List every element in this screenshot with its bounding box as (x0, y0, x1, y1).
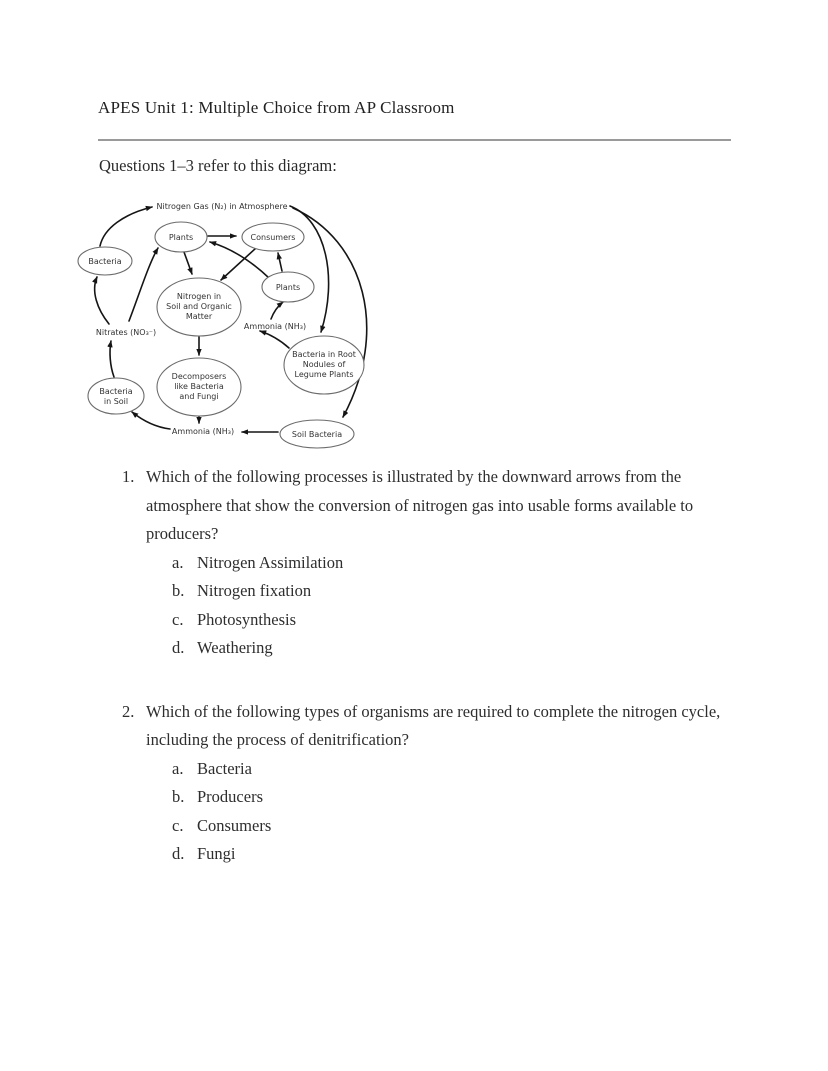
arrow-ammonia-bottom-to-bacteria-soil (132, 412, 170, 429)
option-text: Nitrogen Assimilation (197, 552, 344, 572)
question-1-option-c (172, 606, 738, 635)
label-soil-bacteria: Soil Bacteria (291, 430, 343, 439)
arrow-bacteria-soil-to-nitrates (110, 341, 114, 377)
question-2-option-d (172, 840, 738, 869)
arrow-nitrates-to-plants (129, 248, 158, 321)
label-bacteria: Bacteria (88, 257, 122, 266)
option-letter: a. (172, 552, 184, 572)
question-1-number: 1. (122, 467, 135, 486)
option-text: Weathering (197, 638, 273, 657)
label-nitrogen-gas: Nitrogen Gas (N₂) in Atmosphere (156, 202, 288, 211)
question-2-body (146, 698, 738, 869)
label-bacteria-soil-2: in Soil (103, 397, 129, 406)
horizontal-divider (98, 139, 731, 141)
label-root-nodules-3: Legume Plants (294, 370, 354, 379)
question-1-options (172, 549, 738, 663)
label-nitrates: Nitrates (NO₃⁻) (95, 328, 157, 337)
label-decomposers-3: and Fungi (179, 392, 219, 401)
label-bacteria-soil-1: Bacteria (99, 387, 133, 396)
label-root-nodules-2: Nodules of (302, 360, 346, 369)
nitrogen-cycle-diagram (70, 190, 395, 455)
label-nitrogen-soil-3: Matter (185, 312, 213, 321)
label-nitrogen-soil-1: Nitrogen in (176, 292, 222, 301)
question-1-body (146, 463, 738, 663)
label-plants-right: Plants (275, 283, 301, 292)
option-letter: c. (172, 815, 184, 835)
label-decomposers-2: like Bacteria (174, 382, 224, 391)
question-2-number: 2. (122, 701, 135, 721)
option-letter: c. (172, 609, 184, 629)
option-text: Bacteria (197, 758, 252, 778)
arrow-consumers-to-nitrogen-soil (221, 248, 256, 280)
question-1 (122, 463, 742, 663)
diagram-instruction: Questions 1–3 refer to this diagram: (99, 156, 337, 175)
question-2-option-b (172, 783, 738, 812)
arrow-nitrates-to-bacteria (95, 277, 109, 324)
question-2 (122, 698, 742, 869)
option-letter: a. (172, 758, 184, 778)
arrow-root-nodules-to-ammonia (260, 331, 289, 348)
option-text: Nitrogen fixation (197, 581, 312, 600)
arrow-ammonia-to-plants-right (271, 302, 283, 319)
question-1-option-a (172, 549, 738, 578)
page-title: APES Unit 1: Multiple Choice from AP Classroom (98, 98, 455, 117)
label-plants-top: Plants (168, 233, 194, 242)
question-list (122, 463, 742, 869)
label-root-nodules-1: Bacteria in Root (292, 350, 356, 359)
arrow-bacteria-to-atmosphere (100, 207, 152, 246)
option-letter: d. (172, 844, 185, 863)
label-ammonia-bottom: Ammonia (NH₃) (171, 427, 235, 436)
question-1-option-b (172, 577, 738, 606)
option-letter: b. (172, 787, 185, 806)
question-1-option-d (172, 634, 738, 663)
label-ammonia-mid: Ammonia (NH₃) (243, 322, 307, 331)
question-1-prompt: Which of the following processes is illustrated by the downward arrows from the atmosphere that show the conversion of nitrogen gas into usable forms available to producers? (146, 467, 694, 543)
arrow-plants-to-nitrogen-soil (184, 252, 192, 274)
option-text: Photosynthesis (197, 609, 297, 629)
option-text: Consumers (197, 815, 272, 835)
option-text: Fungi (197, 844, 236, 863)
option-letter: b. (172, 581, 185, 600)
arrow-atmosphere-to-root-nodules (290, 206, 329, 332)
arrow-plants-right-to-consumers (278, 253, 282, 271)
label-decomposers-1: Decomposers (171, 372, 227, 381)
option-text: Producers (197, 787, 263, 806)
option-letter: d. (172, 638, 185, 657)
label-nitrogen-soil-2: Soil and Organic (166, 302, 232, 311)
node-bacteria-soil (88, 378, 144, 414)
question-2-prompt: Which of the following types of organisms are required to complete the nitrogen cycle, including the process of denitrification? (146, 701, 721, 749)
question-2-option-c (172, 812, 738, 841)
question-2-options (172, 755, 738, 869)
label-consumers: Consumers (250, 233, 296, 242)
question-2-option-a (172, 755, 738, 784)
